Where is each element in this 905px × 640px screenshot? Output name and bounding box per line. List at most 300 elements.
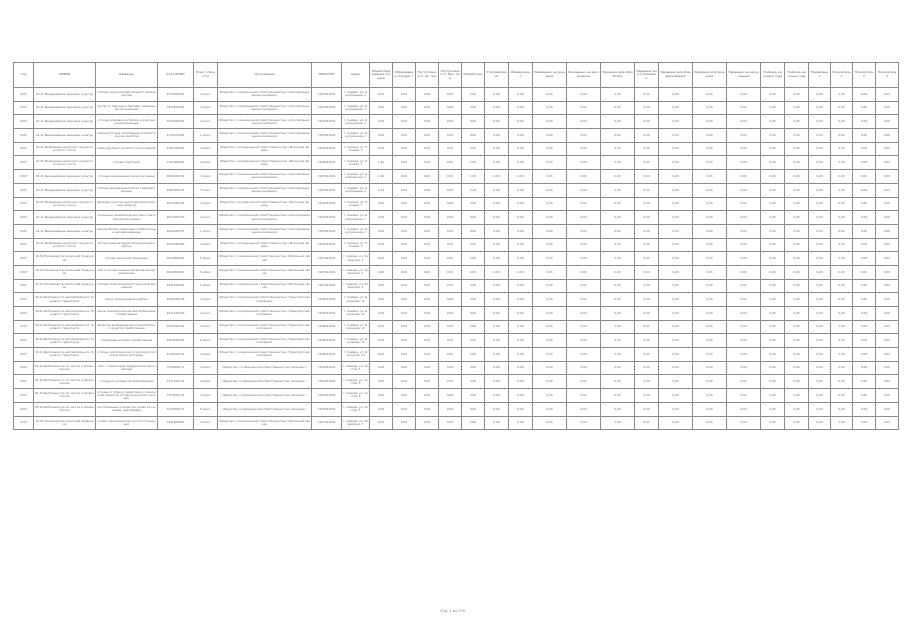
table-cell: 7415022001 — [312, 211, 342, 225]
table-cell: 10.51 Производство молочной продукции — [34, 279, 96, 293]
table-cell: 0,00 — [635, 238, 659, 252]
column-header: Показатель 1 — [831, 63, 853, 88]
table-cell: г. Самара, ул. Центральная, 1 — [342, 170, 370, 184]
column-header: Размещено на хранение — [533, 63, 567, 88]
table-cell: 4 класс — [194, 115, 218, 129]
table-cell: Общество с ограниченной ответственностью «Транспортная компания» — [218, 293, 312, 307]
table-cell: 0,00 — [785, 88, 809, 102]
table-cell: 0,00 — [567, 211, 601, 225]
table-cell: 0,00 — [727, 211, 761, 225]
table-cell: 0,00 — [393, 115, 416, 129]
column-header: Показатель 2 — [853, 63, 876, 88]
column-header: Показатель 3 — [876, 63, 899, 88]
table-cell: 0,00 — [567, 402, 601, 416]
table-cell: 0,00 — [370, 115, 393, 129]
table-cell: 7416022001 — [312, 197, 342, 211]
table-row — [14, 129, 899, 143]
table-row — [14, 348, 899, 362]
table-cell: 0,00 — [785, 334, 809, 348]
table-cell: 0,00 — [393, 348, 416, 362]
table-cell: Общество с ограниченной ответственностью «Молочная ферма» — [218, 238, 312, 252]
table-cell: г. Самара, ул. Полевая, 7 — [342, 156, 370, 170]
table-row — [14, 293, 899, 307]
table-cell: 0,00 — [693, 115, 727, 129]
table-cell: Общество с ограниченной ответственностью «Транспортная компания» — [218, 348, 312, 362]
table-cell: 0,00 — [601, 238, 635, 252]
table-cell: 0,00 — [601, 88, 635, 102]
column-header: Наличие на конец года — [785, 63, 809, 88]
table-cell: 0,00 — [462, 252, 485, 266]
table-cell: 0,00 — [785, 307, 809, 321]
table-cell: 01.11 Выращивание зерновых культур — [34, 183, 96, 197]
table-cell: 0,00 — [462, 279, 485, 293]
table-cell: 0,00 — [567, 142, 601, 156]
table-cell: 0,00 — [393, 279, 416, 293]
table-cell: 1,20 — [462, 170, 485, 184]
table-cell: 0,00 — [439, 142, 462, 156]
table-cell: 0,00 — [370, 197, 393, 211]
table-cell: 0,00 — [439, 252, 462, 266]
table-cell: 01.11 Выращивание зерновых культур — [34, 115, 96, 129]
table-cell: 0,00 — [635, 293, 659, 307]
table-cell: 0,00 — [509, 279, 533, 293]
table-cell: 0,00 — [370, 293, 393, 307]
table-cell: 0,00 — [393, 170, 416, 184]
table-cell: 0,00 — [601, 348, 635, 362]
table-cell: Общество с ограниченной ответственностью «Транспортная компания» — [218, 320, 312, 334]
table-cell: 0,00 — [876, 101, 899, 115]
table-cell: г. Самара, ул. Дорожная, 12 — [342, 307, 370, 321]
table-cell: 0,00 — [727, 402, 761, 416]
table-cell: 2017 — [14, 348, 34, 362]
table-cell: 0,00 — [416, 307, 439, 321]
table-cell: 0,00 — [761, 252, 785, 266]
table-cell: 0,00 — [485, 293, 509, 307]
table-row — [14, 88, 899, 102]
column-header: Наличие на начало года — [761, 63, 785, 88]
table-cell: г. Самара, ул. Полевая, 7 — [342, 197, 370, 211]
column-header: ИНН/ОГРН — [312, 63, 342, 88]
table-cell: 0,00 — [485, 88, 509, 102]
table-cell: 0,00 — [393, 211, 416, 225]
table-cell: 0,00 — [533, 156, 567, 170]
table-cell: 0,00 — [416, 156, 439, 170]
table-cell: 0,00 — [659, 307, 693, 321]
table-cell: 0,00 — [485, 156, 509, 170]
table-cell: г. Самара, ул. Центральная, 1 — [342, 101, 370, 115]
table-cell: 0,00 — [761, 211, 785, 225]
table-cell: 0,00 — [727, 265, 761, 279]
table-cell: г. Самара, ул. Чистая, 5 — [342, 361, 370, 375]
table-cell: 0,00 — [876, 320, 899, 334]
table-cell: 01.11 Выращивание зерновых культур — [34, 170, 96, 184]
table-cell: 0,00 — [439, 129, 462, 143]
column-header: Утилизировано — [485, 63, 509, 88]
table-cell: 0,00 — [601, 402, 635, 416]
table-cell: 0,00 — [693, 156, 727, 170]
table-cell: 0,00 — [462, 88, 485, 102]
table-cell: 0,00 — [635, 252, 659, 266]
table-cell: 0,00 — [809, 142, 831, 156]
table-cell: 2017 — [14, 402, 34, 416]
table-cell: 4 класс — [194, 375, 218, 389]
table-cell: 0,00 — [727, 416, 761, 430]
table-cell: 0,00 — [485, 265, 509, 279]
table-cell: 0,00 — [509, 170, 533, 184]
table-cell: аккумуляторы свинцовые отработанные неповрежденные — [96, 224, 158, 238]
table-cell: г. Самара, ул. Центральная, 1 — [342, 183, 370, 197]
column-header: Размещено на захоронение — [567, 63, 601, 88]
table-cell: 0,00 — [809, 115, 831, 129]
table-cell: Общество с ограниченной ответственностью «Транспортная компания» — [218, 307, 312, 321]
table-cell: 0,00 — [416, 238, 439, 252]
table-cell: 0,00 — [853, 389, 876, 403]
table-cell: 0,00 — [509, 211, 533, 225]
table-cell: 7419022001 — [312, 361, 342, 375]
table-cell: 0,00 — [567, 101, 601, 115]
column-header: Обезврежено — [509, 63, 533, 88]
table-cell: 0,00 — [601, 224, 635, 238]
table-cell: 7419022001 — [312, 389, 342, 403]
table-cell: Общество с ограниченной ответственностью «Агропромышленная компания» — [218, 115, 312, 129]
table-cell: г. Самара, ул. Полевая, 7 — [342, 142, 370, 156]
table-cell: 0,00 — [659, 183, 693, 197]
table-cell: 0,00 — [370, 307, 393, 321]
table-cell: 0,00 — [485, 416, 509, 430]
table-cell: 0,00 — [693, 416, 727, 430]
table-cell: 0,00 — [601, 375, 635, 389]
table-cell: 10.51 Производство молочной продукции — [34, 265, 96, 279]
table-cell: 01.11 Выращивание зерновых культур — [34, 88, 96, 102]
table-cell: 0,00 — [853, 183, 876, 197]
table-cell: 01.11 Выращивание зерновых культур — [34, 101, 96, 115]
table-cell: 0,00 — [876, 115, 899, 129]
table-cell: 0,00 — [635, 402, 659, 416]
table-cell: 0,00 — [567, 361, 601, 375]
table-cell: 0,00 — [761, 416, 785, 430]
table-cell: г. Самара, ул. Заводская, 3 — [342, 252, 370, 266]
table-cell: 4 класс — [194, 88, 218, 102]
table-cell: 0,00 — [785, 320, 809, 334]
table-cell: 0,00 — [416, 348, 439, 362]
table-cell: 0,00 — [533, 293, 567, 307]
table-cell: 0,00 — [393, 142, 416, 156]
table-cell: 0,00 — [635, 265, 659, 279]
table-cell: 0,00 — [659, 375, 693, 389]
table-cell: 0,00 — [601, 293, 635, 307]
table-cell: 0,00 — [635, 416, 659, 430]
column-header: Передано для хранения — [693, 63, 727, 88]
table-cell: 7410910001 — [158, 115, 194, 129]
table-cell: 0,00 — [693, 279, 727, 293]
table-cell: 0,00 — [485, 402, 509, 416]
table-cell: 0,00 — [416, 361, 439, 375]
table-row — [14, 320, 899, 334]
table-cell: 0,00 — [785, 265, 809, 279]
table-cell: 81.29 Деятельность по чистке и уборке прочая — [34, 375, 96, 389]
table-cell: Общество с ограниченной ответственностью «Молочная ферма» — [218, 142, 312, 156]
table-cell: 0,00 — [876, 88, 899, 102]
table-cell: 0,00 — [370, 348, 393, 362]
table-cell: отходы подстилки — [96, 156, 158, 170]
table-cell: 0,00 — [727, 129, 761, 143]
table-cell: 0,00 — [533, 348, 567, 362]
table-cell: 0,00 — [601, 101, 635, 115]
table-cell: 0,00 — [485, 307, 509, 321]
table-cell: 0,00 — [393, 101, 416, 115]
table-cell: 0,00 — [485, 348, 509, 362]
table-cell: 0,00 — [876, 197, 899, 211]
table-cell: Общество с ограниченной ответственностью «Агропромышленная компания» — [218, 170, 312, 184]
table-cell: 0,00 — [761, 293, 785, 307]
table-cell: 49.41 Деятельность автомобильного грузового транспорта — [34, 307, 96, 321]
table-cell: 81.29 Деятельность по чистке и уборке прочая — [34, 361, 96, 375]
table-cell: 5 класс — [194, 402, 218, 416]
table-cell: 0,00 — [567, 389, 601, 403]
table-cell: 0,00 — [831, 101, 853, 115]
table-cell: 0,00 — [809, 334, 831, 348]
table-cell: 0,00 — [509, 320, 533, 334]
column-header: Передано для обработки — [601, 63, 635, 88]
table-cell: 0,00 — [485, 361, 509, 375]
table-cell: 0,00 — [761, 129, 785, 143]
table-cell: 9211100150 — [158, 307, 194, 321]
table-cell: Общество с ограниченной ответственностью «Молочный завод» — [218, 416, 312, 430]
table-row — [14, 402, 899, 416]
table-cell: 0,00 — [727, 88, 761, 102]
table-cell: 0,00 — [509, 389, 533, 403]
table-cell: 0,00 — [635, 320, 659, 334]
table-cell: покрышки пневматических шин с металлическим кордом — [96, 211, 158, 225]
table-cell: 7418022001 — [312, 293, 342, 307]
table-cell: 0,00 — [635, 183, 659, 197]
table-row — [14, 307, 899, 321]
table-cell: 0,00 — [601, 389, 635, 403]
table-cell: 0,00 — [831, 375, 853, 389]
table-cell: 0,00 — [533, 101, 567, 115]
table-cell: 0,00 — [635, 101, 659, 115]
column-header: Поступление от физ. лиц — [439, 63, 462, 88]
table-cell: отходы минеральных масел трансмиссионных — [96, 183, 158, 197]
table-cell: 0,00 — [761, 238, 785, 252]
table-cell: 0,00 — [785, 416, 809, 430]
table-cell: 3010000001 — [158, 252, 194, 266]
table-cell: 0,00 — [601, 320, 635, 334]
table-cell: 0,00 — [416, 142, 439, 156]
table-cell: 0,00 — [876, 293, 899, 307]
table-cell: 49.41 Деятельность автомобильного грузового транспорта — [34, 293, 96, 307]
table-cell: 0,00 — [809, 307, 831, 321]
table-cell: 0,00 — [567, 156, 601, 170]
table-cell: 0,00 — [370, 101, 393, 115]
table-cell: 0,00 — [727, 142, 761, 156]
table-cell: г. Самара, ул. Чистая, 5 — [342, 402, 370, 416]
table-cell: 0,00 — [567, 224, 601, 238]
table-cell: 0,00 — [393, 224, 416, 238]
column-header: Поступление от др. лиц — [416, 63, 439, 88]
table-cell: 0,00 — [635, 129, 659, 143]
table-cell: 0,00 — [876, 211, 899, 225]
table-cell: отходы из жилищ несортированные — [96, 375, 158, 389]
table-cell: 2017 — [14, 265, 34, 279]
page-footer: Стр. 1 из 178 — [440, 608, 465, 613]
table-cell: Общество с ограниченной ответственностью «Агропромышленная компания» — [218, 224, 312, 238]
table-cell: 0,00 — [693, 183, 727, 197]
table-cell: 0,00 — [761, 197, 785, 211]
table-cell: 2017 — [14, 389, 34, 403]
table-cell: 0,00 — [876, 183, 899, 197]
table-cell: 0,00 — [876, 170, 899, 184]
table-cell: 0,00 — [785, 197, 809, 211]
table-cell: 0,00 — [727, 293, 761, 307]
table-cell: 4 класс — [194, 416, 218, 430]
table-cell: 0,00 — [509, 416, 533, 430]
table-cell: 2017 — [14, 361, 34, 375]
table-cell: 01.11 Выращивание зерновых культур — [34, 224, 96, 238]
table-cell: 0,00 — [370, 279, 393, 293]
table-cell: Общество с ограниченной ответственностью «Молочный завод» — [218, 279, 312, 293]
table-cell: г. Самара, ул. Чистая, 5 — [342, 375, 370, 389]
table-cell: 0,16 — [370, 183, 393, 197]
table-cell: 0,00 — [831, 183, 853, 197]
table-cell: 0,00 — [439, 211, 462, 225]
table-cell: 0,00 — [727, 238, 761, 252]
table-cell: 01.41 Разведение молочного крупного рогатого скота — [34, 238, 96, 252]
table-cell: 7415022001 — [312, 115, 342, 129]
table-cell: 0,00 — [693, 142, 727, 156]
table-cell: 0,00 — [509, 375, 533, 389]
table-cell: Общество с ограниченной ответственностью «Клининг» — [218, 402, 312, 416]
table-cell: 0,00 — [416, 197, 439, 211]
table-cell: 7313000171 — [158, 402, 194, 416]
table-cell: 0,00 — [853, 320, 876, 334]
table-cell: 0,00 — [533, 389, 567, 403]
table-cell: 0,00 — [533, 402, 567, 416]
table-cell: 0,00 — [601, 211, 635, 225]
table-cell: 0,00 — [462, 416, 485, 430]
table-cell: 0,00 — [370, 88, 393, 102]
table-cell: 0,00 — [370, 238, 393, 252]
table-cell: 0,00 — [693, 170, 727, 184]
table-cell: 0,00 — [370, 402, 393, 416]
table-cell: 0,00 — [416, 211, 439, 225]
table-cell: 7415022001 — [312, 101, 342, 115]
table-cell: 0,00 — [601, 334, 635, 348]
table-cell: 0,00 — [439, 375, 462, 389]
table-cell: 0,00 — [370, 265, 393, 279]
table-cell: 1121100001 — [158, 142, 194, 156]
table-cell: Общество с ограниченной ответственностью «Молочный завод» — [218, 265, 312, 279]
table-cell: 4 класс — [194, 361, 218, 375]
table-cell: 0,00 — [876, 238, 899, 252]
table-cell: 0,00 — [693, 197, 727, 211]
table-cell: 2017 — [14, 115, 34, 129]
table-cell: 0,00 — [533, 252, 567, 266]
table-cell: 0,00 — [761, 348, 785, 362]
table-cell: 0,00 — [370, 334, 393, 348]
table-cell: 0,00 — [439, 238, 462, 252]
column-header: Код ОКТМО — [158, 63, 194, 88]
table-cell: 0,00 — [567, 183, 601, 197]
table-cell: лом и отходы черных металлов несортированные — [96, 265, 158, 279]
table-cell: 0,00 — [509, 197, 533, 211]
table-cell: 9211300170 — [158, 211, 194, 225]
table-cell: 0,00 — [509, 307, 533, 321]
table-cell: 0,00 — [439, 197, 462, 211]
table-cell: 0,00 — [533, 265, 567, 279]
table-cell: 0,00 — [809, 238, 831, 252]
table-cell: 0,00 — [462, 375, 485, 389]
table-row — [14, 224, 899, 238]
table-cell: 0,00 — [761, 115, 785, 129]
table-cell: 0,00 — [693, 211, 727, 225]
table-cell: 0,00 — [876, 375, 899, 389]
table-cell: 7417022001 — [312, 265, 342, 279]
table-cell: 7372100172 — [158, 389, 194, 403]
table-cell: 0,00 — [567, 115, 601, 129]
table-cell: 0,00 — [809, 197, 831, 211]
table-cell: 0,00 — [416, 183, 439, 197]
table-cell: 0,00 — [601, 361, 635, 375]
table-cell: 0,00 — [761, 361, 785, 375]
table-cell: г. Самара, ул. Заводская, 3 — [342, 416, 370, 430]
table-cell: 0,00 — [533, 307, 567, 321]
table-cell: 4132100131 — [158, 348, 194, 362]
table-cell: тормозные колодки отработанные — [96, 334, 158, 348]
table-row — [14, 170, 899, 184]
table-cell: 0,00 — [727, 389, 761, 403]
table-cell: 3 класс — [194, 348, 218, 362]
table-cell: 7416022001 — [312, 142, 342, 156]
table-cell: 0,00 — [533, 197, 567, 211]
table-cell: 0,00 — [693, 307, 727, 321]
table-cell: 0,00 — [659, 334, 693, 348]
table-cell: 0,00 — [439, 416, 462, 430]
table-cell: фильтры воздушные автотранспортных средств отработанные — [96, 320, 158, 334]
table-cell: 0,00 — [533, 361, 567, 375]
table-cell: 0,00 — [876, 389, 899, 403]
table-cell: 0,00 — [831, 224, 853, 238]
column-header: Передано для обезвреживания — [659, 63, 693, 88]
table-cell: 0,00 — [393, 129, 416, 143]
table-cell: 7415022001 — [312, 183, 342, 197]
table-cell: 0,00 — [485, 170, 509, 184]
table-cell: 0,00 — [831, 170, 853, 184]
table-cell: 0,00 — [876, 156, 899, 170]
table-cell: 4341100401 — [158, 279, 194, 293]
table-cell: 0,00 — [785, 183, 809, 197]
table-cell: 0,00 — [462, 142, 485, 156]
table-cell: 0,00 — [876, 334, 899, 348]
table-cell: 7415022001 — [312, 170, 342, 184]
table-cell: 0,00 — [785, 129, 809, 143]
table-cell: 0,00 — [509, 238, 533, 252]
table-cell: 0,00 — [485, 142, 509, 156]
table-cell: 5 класс — [194, 334, 218, 348]
table-cell: 0,00 — [601, 156, 635, 170]
table-cell: 7417022001 — [312, 416, 342, 430]
table-cell: 7418022001 — [312, 348, 342, 362]
table-cell: 0,00 — [635, 375, 659, 389]
table-cell: 0,00 — [485, 129, 509, 143]
table-cell: 3 класс — [194, 197, 218, 211]
table-cell: 7418022001 — [312, 334, 342, 348]
table-cell: 0,00 — [659, 101, 693, 115]
table-cell: 4 класс — [194, 389, 218, 403]
table-cell: 0,00 — [785, 361, 809, 375]
table-cell: 0,00 — [693, 293, 727, 307]
table-cell: 0,00 — [635, 170, 659, 184]
